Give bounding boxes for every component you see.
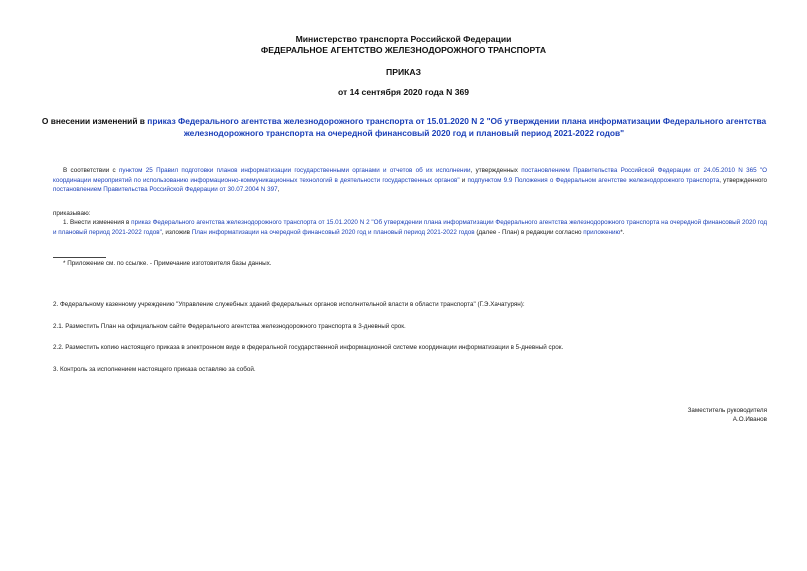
preamble-text-4: , утвержденного: [719, 176, 767, 184]
item1-text-1: 1. Внести изменения в: [63, 219, 132, 226]
preamble-paragraph: [53, 166, 767, 195]
signatory-name: А.О.Иванов: [732, 416, 767, 423]
item1-text-4: *.: [620, 228, 625, 236]
appendix-link[interactable]: приложению: [583, 228, 621, 236]
item-2-2-paragraph: 2.2. Разместить копию настоящего приказа в электронном виде в федеральной государственной информационной системе координации информатизации в 5-дневный срок.: [53, 344, 564, 351]
item-3-paragraph: 3. Контроль за исполнением настоящего приказа оставляю за собой.: [53, 366, 256, 373]
plan-link[interactable]: План информатизации на очередной финансовый 2020 год и плановый период 2021-2022 годов: [191, 228, 475, 236]
preamble-text-3: и: [459, 176, 468, 184]
subitem-9-9-link[interactable]: подпунктом 9.9 Положения о Федеральном агентстве железнодорожного транспорта: [467, 176, 720, 184]
resolution-365-link[interactable]: постановлением Правительства Российской Федерации от 24.05.2010 N 365 "О координации мероприятий по использованию информационно-коммуникационных технологий в деятельности государственных органов": [53, 167, 768, 184]
item-2-paragraph: 2. Федеральному казенному учреждению "Управление служебных зданий федеральных органов исполнительной власти в области транспорта" (Г.Э.Хачатурян):: [53, 301, 525, 308]
order-2-link[interactable]: приказ Федерального агентства железнодорожного транспорта от 15.01.2020 N 2 "Об утверждении плана информатизации Федерального агентства железнодорожного транспорта на очередной финансовый 2020 год и плановый период 2021-2022 годов": [53, 219, 767, 236]
preamble-text-2: , утвержденных: [470, 167, 522, 174]
document-title: [40, 115, 768, 139]
ministry-name: Министерство транспорта Российской Федерации: [295, 34, 512, 44]
footnote: * Приложение см. по ссылке. - Примечание изготовителя базы данных.: [63, 260, 272, 267]
agency-name: ФЕДЕРАЛЬНОЕ АГЕНТСТВО ЖЕЛЕЗНОДОРОЖНОГО ТРАНСПОРТА: [260, 45, 547, 55]
item-2-1-paragraph: 2.1. Разместить План на официальном сайте Федерального агентства железнодорожного транспорта в 3-дневный срок.: [53, 323, 406, 330]
preamble-text-1: В соответствии с: [63, 167, 119, 174]
rules-item-25-link[interactable]: пунктом 25 Правил подготовки планов информатизации государственными органами и отчетов об их исполнении: [118, 167, 471, 174]
preamble-text-5: ,: [277, 186, 280, 193]
ordered-label: приказываю:: [53, 210, 91, 217]
document-type: ПРИКАЗ: [386, 67, 421, 77]
footnote-separator: [53, 257, 106, 258]
title-order-link[interactable]: приказ Федерального агентства железнодорожного транспорта от 15.01.2020 N 2 "Об утверждении плана информатизации Федерального агентства железнодорожного транспорта на очередной финансовый 2020 год и плановый период 2021-2022 годов": [147, 116, 767, 138]
item-1-paragraph: [53, 218, 767, 237]
item1-text-3: (далее - План) в редакции согласно: [474, 228, 584, 236]
document-date-number: от 14 сентября 2020 года N 369: [337, 87, 470, 97]
title-prefix: О внесении изменений в: [41, 116, 148, 126]
signatory-position: Заместитель руководителя: [687, 407, 767, 414]
resolution-397-link[interactable]: постановлением Правительства Российской Федерации от 30.07.2004 N 397: [53, 186, 278, 193]
item1-text-2: , изложив: [161, 228, 192, 236]
